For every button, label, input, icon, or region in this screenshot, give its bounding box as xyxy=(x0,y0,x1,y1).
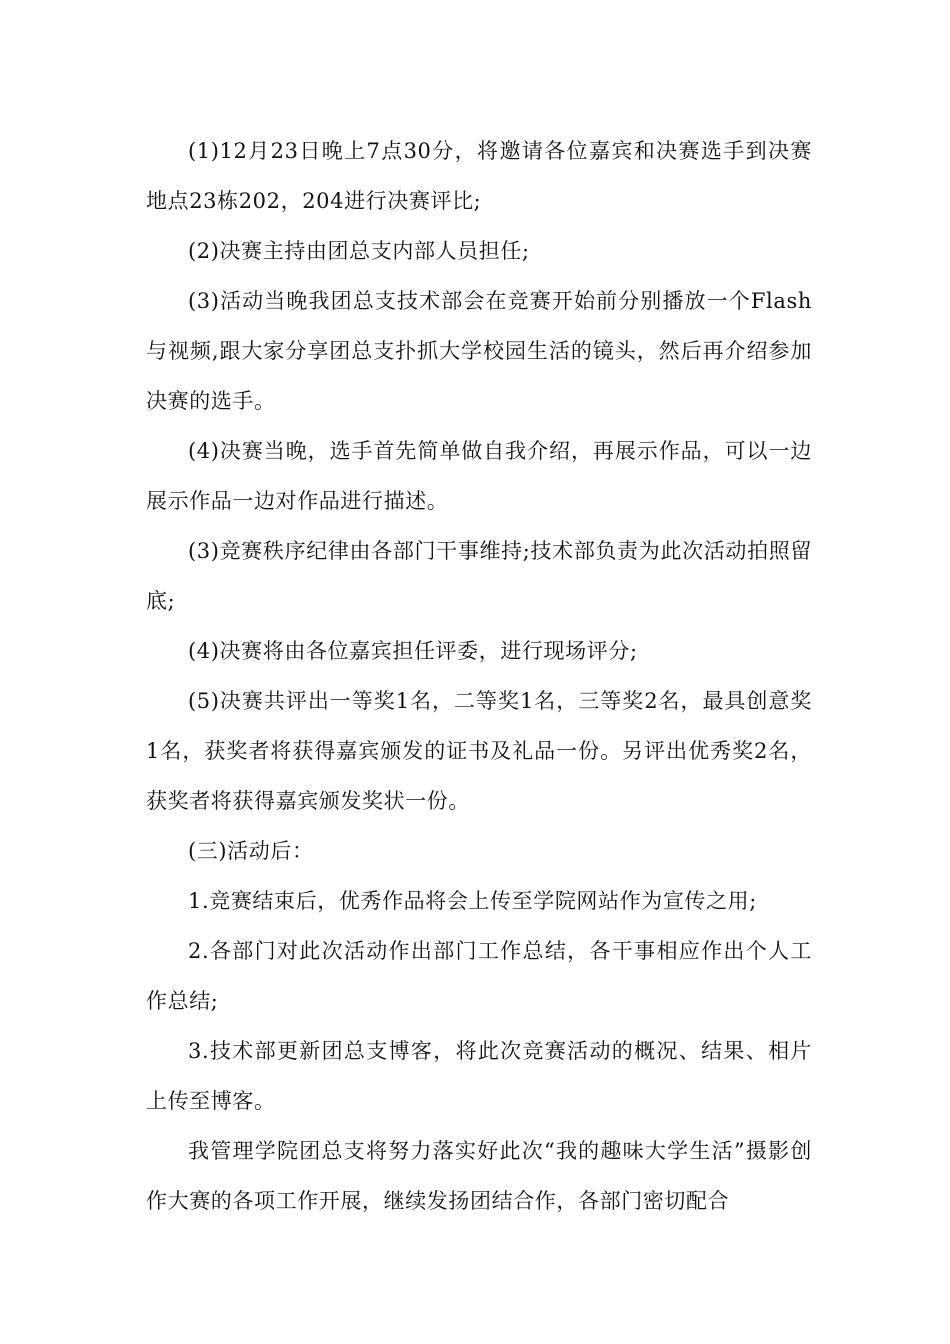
paragraph-closing: 我管理学院团总支将努力落实好此次“我的趣味大学生活”摄影创作大赛的各项工作开展，继续发扬团结合作，各部门密切配合 xyxy=(146,1139,812,1213)
paragraph-contestant-intro: (4)决赛当晚，选手首先简单做自我介绍，再展示作品，可以一边展示作品一边对作品进行描述。 xyxy=(146,439,812,513)
paragraph-judges: (4)决赛将由各位嘉宾担任评委，进行现场评分; xyxy=(188,639,638,663)
paragraph-upload-works: 1.竞赛结束后，优秀作品将会上传至学院网站作为宣传之用; xyxy=(188,889,757,913)
paragraph-department-summary: 2.各部门对此次活动作出部门工作总结，各干事相应作出个人工作总结; xyxy=(146,939,812,1013)
paragraph-opening-video: (3)活动当晚我团总支技术部会在竞赛开始前分别播放一个Flash与视频,跟大家分享团总支扑抓大学校园生活的镜头，然后再介绍参加决赛的选手。 xyxy=(146,289,812,413)
paragraph-order-discipline: (3)竞赛秩序纪律由各部门干事维持;技术部负责为此次活动拍照留底; xyxy=(146,539,812,613)
document-body xyxy=(146,126,812,1226)
paragraph-awards: (5)决赛共评出一等奖1名，二等奖1名，三等奖2名，最具创意奖1名，获奖者将获得嘉宾颁发的证书及礼品一份。另评出优秀奖2名，获奖者将获得嘉宾颁发奖状一份。 xyxy=(146,689,812,813)
paragraph-host: (2)决赛主持由团总支内部人员担任; xyxy=(188,239,530,263)
paragraph-final-round-schedule: (1)12月23日晚上7点30分，将邀请各位嘉宾和决赛选手到决赛地点23栋202，204进行决赛评比; xyxy=(146,139,812,213)
paragraph-blog-update: 3.技术部更新团总支博客，将此次竞赛活动的概况、结果、相片上传至博客。 xyxy=(146,1039,812,1113)
section-heading-after-event: (三)活动后： xyxy=(188,839,314,863)
